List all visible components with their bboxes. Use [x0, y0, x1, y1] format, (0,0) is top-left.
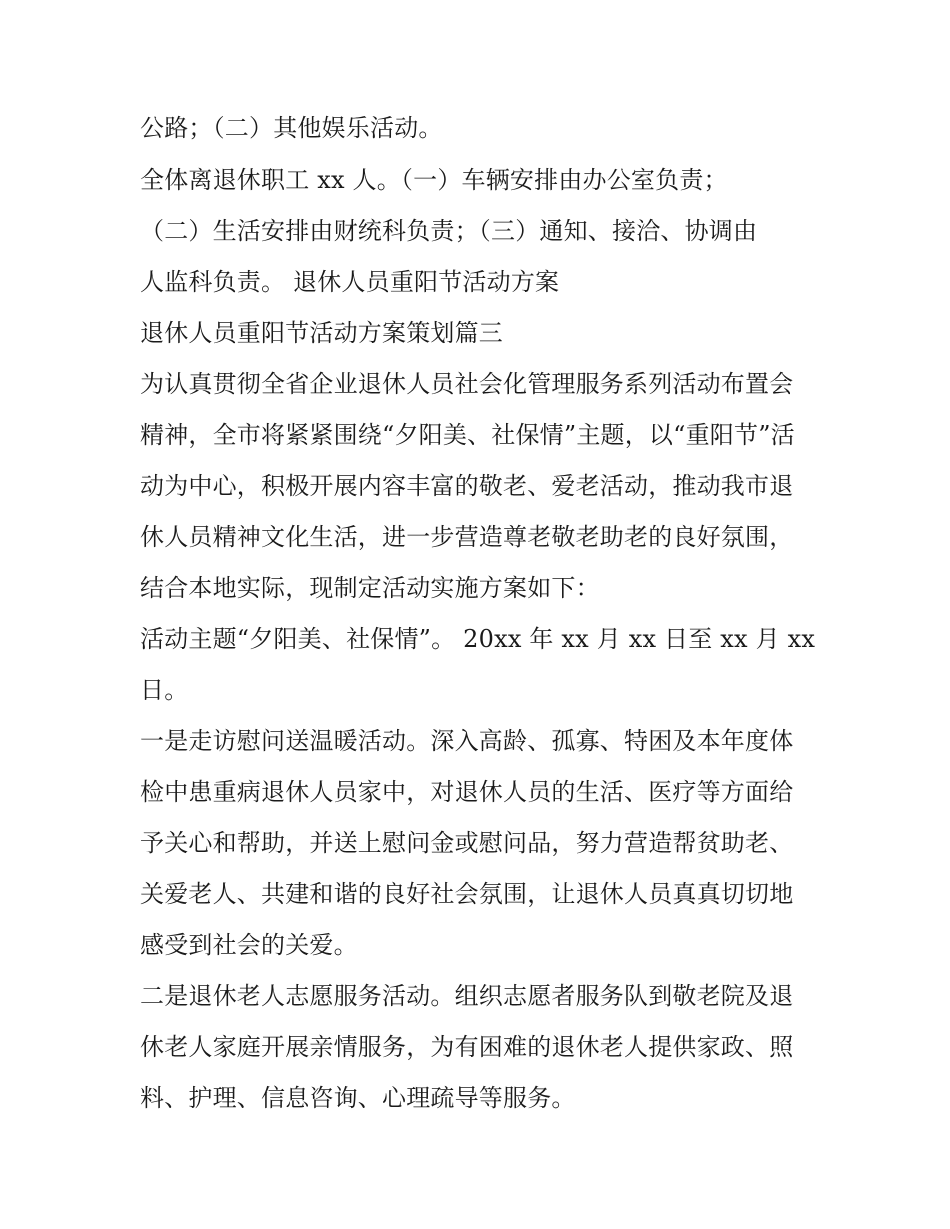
- text-line: 全体离退休职工 xx 人。（一）车辆安排由办公室负责；: [140, 166, 728, 194]
- text-line: 予关心和帮助，并送上慰问金或慰问品，努力营造帮贫助老、: [140, 829, 794, 857]
- text-line: 料、护理、信息咨询、心理疏导等服务。: [140, 1084, 576, 1112]
- text-line: 感受到社会的关爱。: [140, 931, 358, 959]
- text-line: 关爱老人、共建和谐的良好社会氛围，让退休人员真真切切地: [140, 880, 794, 908]
- text-line: 休老人家庭开展亲情服务，为有困难的退休老人提供家政、照: [140, 1033, 794, 1061]
- text-line: 二是退休老人志愿服务活动。组织志愿者服务队到敬老院及退: [140, 982, 794, 1010]
- text-line: 动为中心，积极开展内容丰富的敬老、爱老活动，推动我市退: [140, 472, 794, 500]
- text-line: （二）生活安排由财统科负责；（三）通知、接洽、协调由: [140, 217, 758, 245]
- text-line: 结合本地实际，现制定活动实施方案如下：: [140, 574, 600, 602]
- text-line: 休人员精神文化生活，进一步营造尊老敬老助老的良好氛围，: [140, 523, 794, 551]
- text-line: 为认真贯彻全省企业退休人员社会化管理服务系列活动布置会: [140, 370, 794, 398]
- text-line: 活动主题“夕阳美、社保情”。 20xx 年 xx 月 xx 日至 xx 月 xx: [140, 625, 816, 653]
- text-line: 一是走访慰问送温暖活动。深入高龄、孤寡、特困及本年度体: [140, 727, 794, 755]
- text-line: 日。: [140, 676, 189, 704]
- text-line: 精神，全市将紧紧围绕“夕阳美、社保情”主题，以“重阳节”活: [140, 421, 795, 449]
- text-line: 检中患重病退休人员家中，对退休人员的生活、医疗等方面给: [140, 778, 794, 806]
- text-line: 人监科负责。 退休人员重阳节活动方案: [140, 268, 560, 296]
- text-line: 公路；（二）其他娱乐活动。: [140, 114, 443, 142]
- text-line: 退休人员重阳节活动方案策划篇三: [140, 319, 503, 347]
